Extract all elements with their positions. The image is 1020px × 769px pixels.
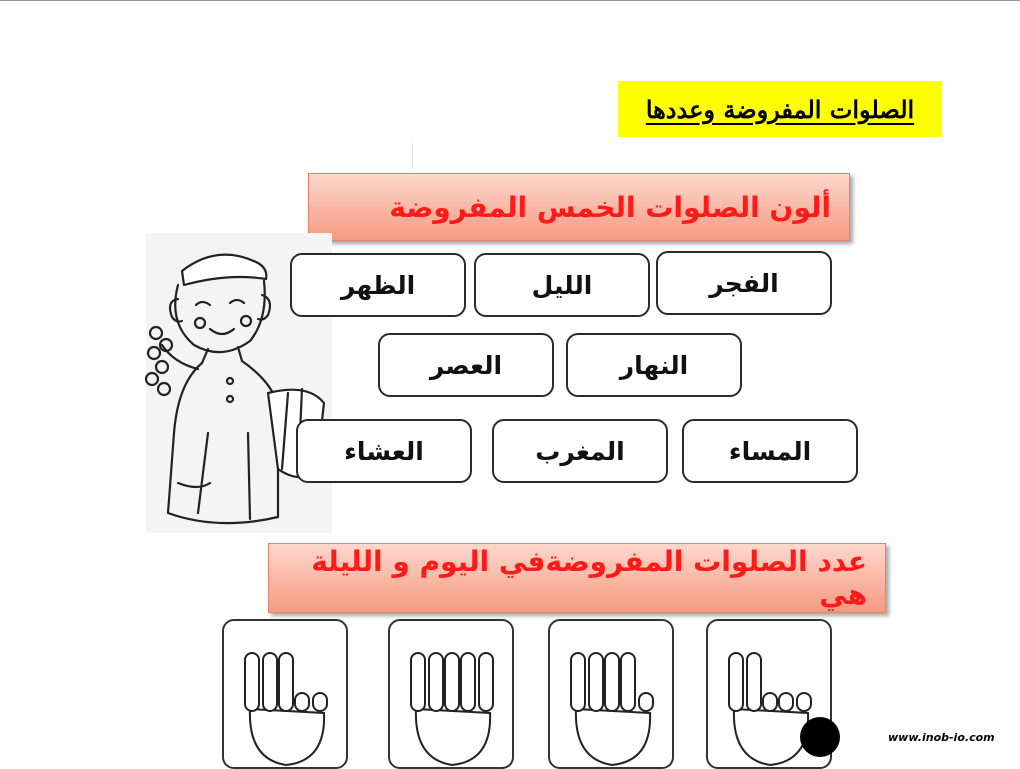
hand-card-1[interactable] [222, 619, 348, 769]
word-card-nahar[interactable]: النهار [566, 333, 742, 397]
word-card-dhuhr[interactable]: الظهر [290, 253, 466, 317]
hand-palm [250, 709, 324, 765]
page-title: الصلوات المفروضة وعددها [618, 81, 942, 137]
folded-finger [313, 693, 327, 711]
raised-finger [589, 653, 603, 711]
raised-finger [445, 653, 459, 711]
hand-card-2[interactable] [388, 619, 514, 769]
folded-finger [295, 693, 309, 711]
raised-finger [279, 653, 293, 711]
raised-finger [461, 653, 475, 711]
folded-finger [779, 693, 793, 711]
raised-finger [411, 653, 425, 711]
corner-badge [800, 717, 840, 757]
coloring-instruction-banner: ألون الصلوات الخمس المفروضة [308, 173, 850, 241]
word-card-masa[interactable]: المساء [682, 419, 858, 483]
folded-finger [763, 693, 777, 711]
folded-finger [639, 693, 653, 711]
raised-finger [621, 653, 635, 711]
hand-icon-1 [230, 629, 342, 769]
word-card-isha[interactable]: العشاء [296, 419, 472, 483]
hand-icon-3 [556, 629, 668, 769]
hand-palm [416, 709, 490, 765]
word-card-asr[interactable]: العصر [378, 333, 554, 397]
word-card-fajr[interactable]: الفجر [656, 251, 832, 315]
hand-card-3[interactable] [548, 619, 674, 769]
raised-finger [729, 653, 743, 711]
hand-palm [576, 709, 650, 765]
hand-icon-2 [396, 629, 508, 769]
count-question-banner: عدد الصلوات المفروضةفي اليوم و الليلة هي [268, 543, 886, 613]
raised-finger [571, 653, 585, 711]
raised-finger [747, 653, 761, 711]
word-card-layl[interactable]: الليل [474, 253, 650, 317]
raised-finger [263, 653, 277, 711]
word-card-maghrib[interactable]: المغرب [492, 419, 668, 483]
raised-finger [479, 653, 493, 711]
raised-finger [605, 653, 619, 711]
website-watermark: www.inob-io.com [888, 731, 995, 744]
faint-divider [412, 143, 413, 169]
hand-palm [734, 709, 808, 765]
folded-finger [797, 693, 811, 711]
raised-finger [429, 653, 443, 711]
raised-finger [245, 653, 259, 711]
